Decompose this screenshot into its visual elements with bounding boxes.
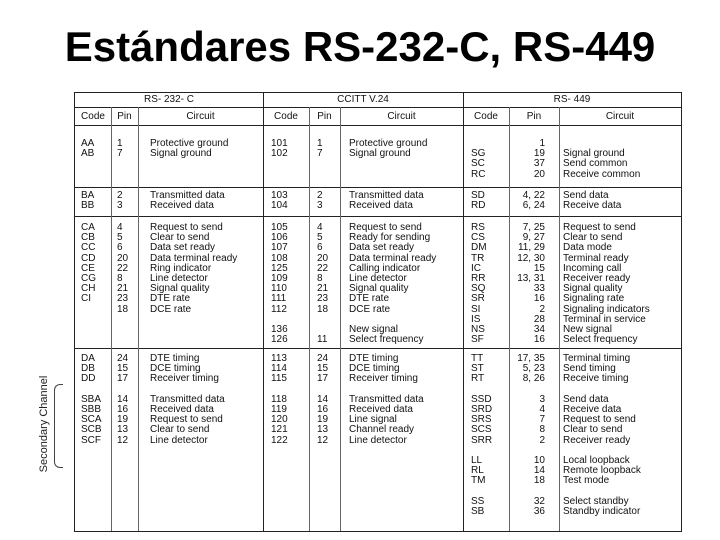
header-divider-1: [75, 107, 681, 108]
rs232-code-cell: CA CB CC CD CE CG CH CI: [81, 222, 96, 305]
ccitt-code-cell: 101 102: [271, 138, 288, 160]
ccitt-code-cell: 103 104: [271, 190, 288, 212]
standard-header-rs449: RS- 449: [553, 94, 591, 105]
rs449-circuit-cell: Request to send Clear to send Data mode Terminal ready Incoming call Receiver ready Signal quality Signaling rate Signaling indicators Terminal in service New signal Select frequency: [563, 222, 650, 346]
rs232-code-cell: DA DB DD SBA SBB SCA SCB SCF: [81, 353, 102, 446]
secondary-channel-bracket: [54, 384, 63, 468]
ccitt-circuit-cell: Request to send Ready for sending Data set ready Data terminal ready Calling indicator Line detector Signal quality DTE rate DCE rate New signal Select frequency: [349, 222, 437, 346]
column-header: Code: [81, 111, 105, 122]
rs232-circuit-cell: DTE timing DCE timing Receiver timing Transmitted data Received data Request to send Clear to send Line detector: [150, 353, 225, 446]
column-header: Circuit: [186, 111, 215, 122]
ccitt-pin-cell: 24 15 17 14 16 19 13 12: [317, 353, 329, 446]
ccitt-circuit-cell: Transmitted data Received data: [349, 190, 424, 212]
ccitt-circuit-cell: Protective ground Signal ground: [349, 138, 428, 160]
rs232-pin-cell: 2 3: [117, 190, 123, 212]
column-header: Circuit: [605, 111, 635, 122]
rs232-pin-cell: 24 15 17 14 16 19 13 12: [117, 353, 129, 446]
rs232-code-cell: BA BB: [81, 190, 95, 212]
group-divider-2: [75, 216, 681, 217]
ccitt-code-cell: 113 114 115 118 119 120 121 122: [271, 353, 288, 446]
column-header: Pin: [317, 111, 332, 122]
rs449-circuit-cell: Terminal timing Send timing Receive timing Send data Receive data Request to send Clear to send Receiver ready Local loopback Remote loopback Test mode Select standby Standby indicator: [563, 353, 641, 518]
standard-header-ccitt: CCITT V.24: [337, 94, 389, 105]
ccitt-pin-cell: 4 5 6 20 22 8 21 23 18 11: [317, 222, 329, 346]
rs449-code-cell: SG SC RC: [471, 148, 486, 180]
rs232-pin-cell: 1 7: [117, 138, 123, 160]
standard-header-rs232: RS- 232- C: [143, 94, 194, 105]
ccitt-code-cell: 105 106 107 108 125 109 110 111 112 136 126: [271, 222, 288, 346]
rs449-pin-cell: 1 19 37 20: [533, 138, 545, 180]
section-divider-2: [463, 93, 464, 531]
column-header: Pin: [526, 111, 542, 122]
rs232-pin-cell: 4 5 6 20 22 8 21 23 18: [117, 222, 129, 315]
col-divider: [340, 107, 341, 531]
ccitt-pin-cell: 2 3: [317, 190, 323, 212]
col-divider: [111, 107, 112, 531]
column-header: Code: [274, 111, 298, 122]
rs232-code-cell: AA AB: [81, 138, 95, 160]
rs449-pin-cell: 4, 22 6, 24: [522, 190, 545, 212]
rs449-circuit-cell: Signal ground Send common Receive common: [563, 148, 641, 180]
col-divider: [559, 107, 560, 531]
rs449-code-cell: SD RD: [471, 190, 486, 212]
slide-title: Estándares RS-232-C, RS-449: [64, 23, 656, 70]
group-divider-3: [75, 348, 681, 349]
col-divider: [509, 107, 510, 531]
rs449-code-cell: TT ST RT SSD SRD SRS SCS SRR LL RL TM SS SB: [471, 353, 493, 518]
header-divider-2: [75, 125, 681, 126]
secondary-channel-label: [36, 375, 52, 473]
rs232-circuit-cell: Transmitted data Received data: [150, 190, 225, 212]
column-header: Circuit: [387, 111, 416, 122]
column-header: Code: [474, 111, 498, 122]
ccitt-pin-cell: 1 7: [317, 138, 323, 160]
rs449-code-cell: RS CS DM TR IC RR SQ SR SI IS NS SF: [471, 222, 487, 346]
secondary-channel-text: Secondary Channel: [38, 375, 50, 473]
rs232-circuit-cell: Protective ground Signal ground: [150, 138, 229, 160]
col-divider: [138, 107, 139, 531]
interface-standards-table: [74, 92, 682, 532]
rs232-circuit-cell: Request to send Clear to send Data set ready Data terminal ready Ring indicator Line detector Signal quality DTE rate DCE rate: [150, 222, 238, 315]
section-divider-1: [263, 93, 264, 531]
column-header: Pin: [117, 111, 132, 122]
rs449-circuit-cell: Send data Receive data: [563, 190, 622, 212]
group-divider-1: [75, 187, 681, 188]
col-divider: [309, 107, 310, 531]
rs449-pin-cell: 17, 35 5, 23 8, 26 3 4 7 8 2 10 14 18 32 36: [517, 353, 545, 518]
ccitt-circuit-cell: DTE timing DCE timing Receiver timing Transmitted data Received data Line signal Channel ready Line detector: [349, 353, 424, 446]
rs449-pin-cell: 7, 25 9, 27 11, 29 12, 30 15 13, 31 33 16 2 28 34 16: [517, 222, 545, 346]
